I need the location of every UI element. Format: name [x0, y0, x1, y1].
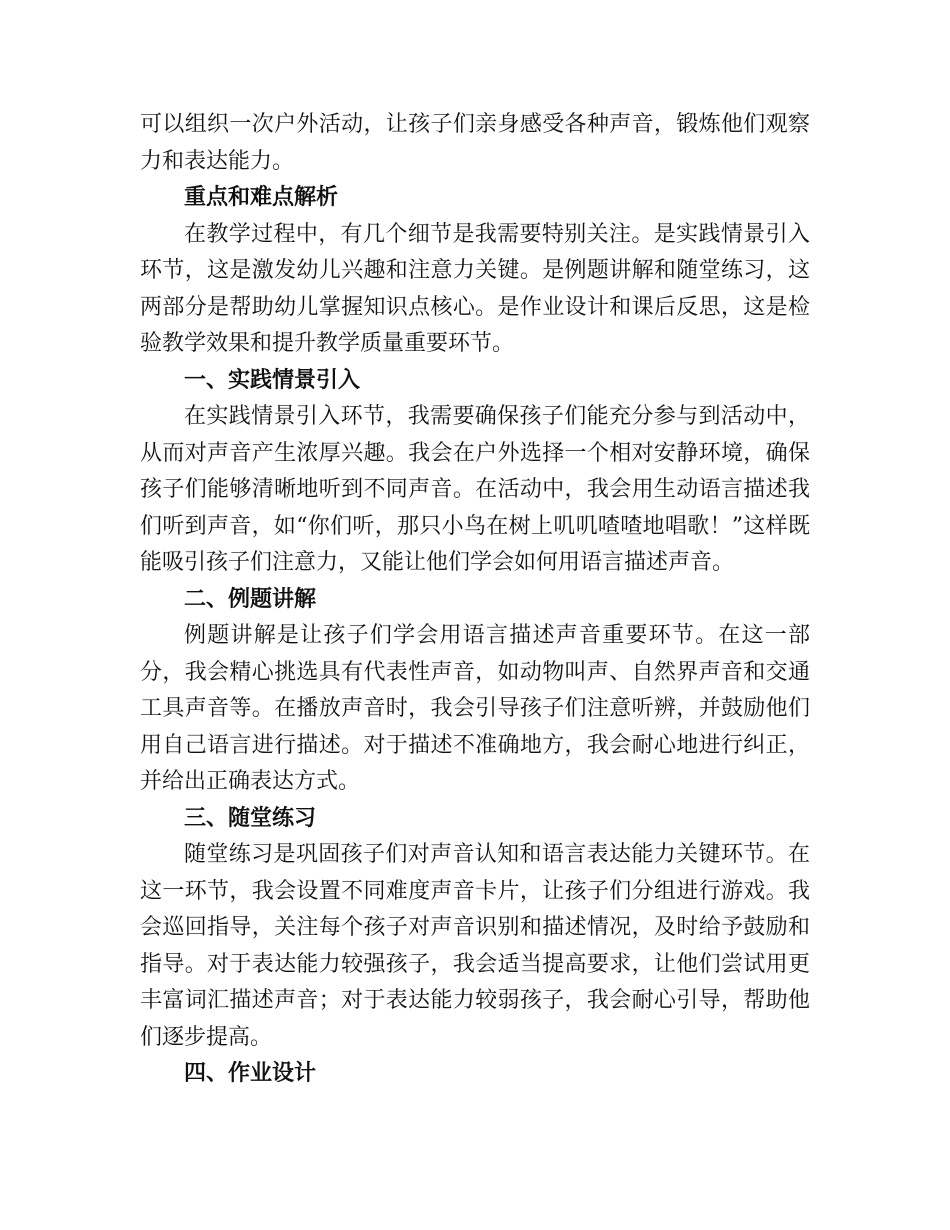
- section-heading: 四、作业设计: [184, 1061, 317, 1086]
- paragraph: 例题讲解是让孩子们学会用语言描述声音重要环节。在这一部分，我会精心挑选具有代表性声音，如动物叫声、自然界声音和交通工具声音等。在播放声音时，我会引导孩子们注意听辨，并鼓励他们用自己语言进行描述。对于描述不准确地方，我会耐心地进行纠正，并给出正确表达方式。: [140, 623, 810, 794]
- paragraph: 在实践情景引入环节，我需要确保孩子们能充分参与到活动中，从而对声音产生浓厚兴趣。我会在户外选择一个相对安静环境，确保孩子们能够清晰地听到不同声音。在活动中，我会用生动语言描述我们听到声音，如“你们听，那只小鸟在树上叽叽喳喳地唱歌！”这样既能吸引孩子们注意力，又能让他们学会如何用语言描述声音。: [140, 404, 810, 575]
- section-heading: 一、实践情景引入: [184, 367, 361, 393]
- paragraph: 可以组织一次户外活动，让孩子们亲身感受各种声音，锻炼他们观察力和表达能力。: [140, 112, 810, 174]
- paragraph: 在教学过程中，有几个细节是我需要特别关注。是实践情景引入环节，这是激发幼儿兴趣和注意力关键。是例题讲解和随堂练习，这两部分是帮助幼儿掌握知识点核心。是作业设计和课后反思，这是检验教学效果和提升教学质量重要环节。: [140, 221, 810, 356]
- paragraph: 随堂练习是巩固孩子们对声音认知和语言表达能力关键环节。在这一环节，我会设置不同难度声音卡片，让孩子们分组进行游戏。我会巡回指导，关注每个孩子对声音识别和描述情况，及时给予鼓励和指导。对于表达能力较强孩子，我会适当提高要求，让他们尝试用更丰富词汇描述声音；对于表达能力较弱孩子，我会耐心引导，帮助他们逐步提高。: [140, 842, 810, 1050]
- document-body: [140, 107, 810, 1093]
- section-heading: 三、随堂练习: [184, 805, 317, 831]
- section-heading: 重点和难点解析: [184, 185, 339, 210]
- section-heading: 二、例题讲解: [184, 586, 317, 612]
